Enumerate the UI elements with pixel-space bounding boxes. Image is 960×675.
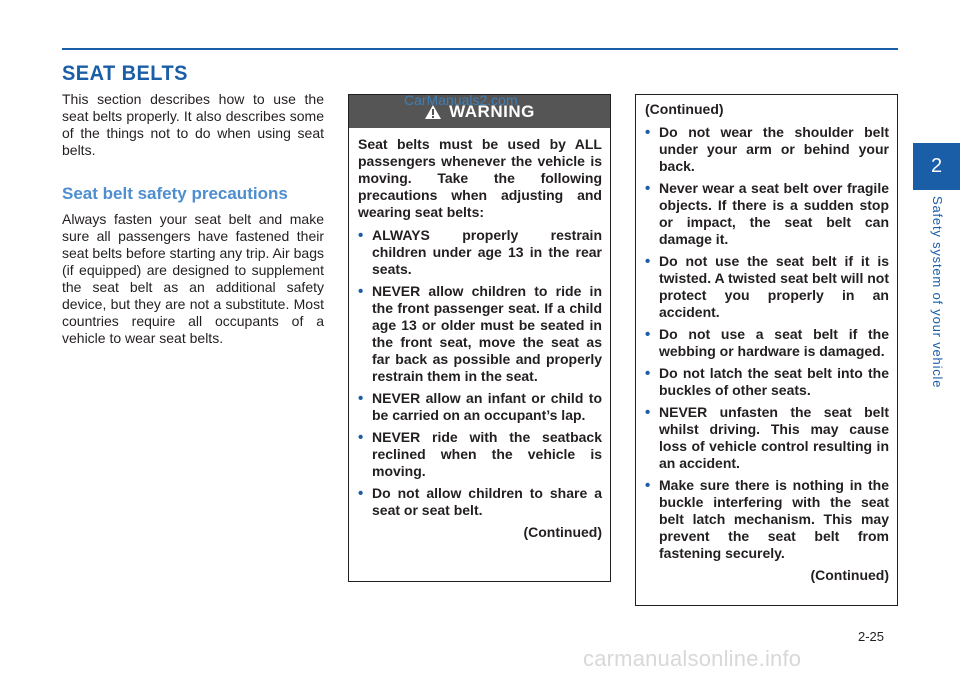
continued-header: (Continued) bbox=[645, 101, 724, 117]
bullet-dot: • bbox=[645, 404, 651, 421]
footer-watermark: carmanualsonline.info bbox=[583, 646, 802, 671]
intro-paragraph: This section describes how to use the seat belts properly. It also describes some of the things not to do when using seat belts. bbox=[62, 91, 324, 158]
body-paragraph: Always fasten your seat belt and make sure all passengers have fastened their seat belts before starting any trip. Air bags (if equipped) are designed to supplement the seat belt as an additional safety device, but they are not a substitute. Most countries require all occupants of a vehicle to wear seat belts. bbox=[62, 211, 324, 346]
warning-box bbox=[348, 94, 611, 582]
chapter-title: Safety system of your vehicle bbox=[930, 196, 945, 389]
top-rule bbox=[62, 48, 898, 50]
continued-box bbox=[635, 94, 898, 606]
list-item: • NEVER unfasten the seat belt whilst driving. This may cause loss of vehicle control resulting in an accident. bbox=[645, 404, 889, 471]
bullet-dot: • bbox=[645, 326, 651, 343]
list-item: • Never wear a seat belt over fragile objects. If there is a sudden stop or impact, the seat belt can damage it. bbox=[645, 180, 889, 247]
warning-intro: Seat belts must be used by ALL passengers whenever the vehicle is moving. Take the following precautions when adjusting and wearing seat belts: bbox=[358, 136, 602, 220]
list-item: • NEVER ride with the seatback reclined when the vehicle is moving. bbox=[358, 429, 602, 479]
chapter-tab: 2 bbox=[913, 143, 960, 190]
list-item: • Do not wear the shoulder belt under your arm or behind your back. bbox=[645, 124, 889, 174]
list-item: • NEVER allow an infant or child to be carried on an occupant’s lap. bbox=[358, 390, 602, 423]
bullet-dot: • bbox=[358, 485, 364, 502]
bullet-dot: • bbox=[645, 365, 651, 382]
bullet-dot: • bbox=[358, 429, 364, 446]
bullet-dot: • bbox=[645, 253, 651, 270]
bullet-dot: • bbox=[645, 180, 651, 197]
list-item: • Do not use a seat belt if the webbing or hardware is damaged. bbox=[645, 326, 889, 359]
bullet-dot: • bbox=[358, 283, 364, 300]
warning-title: WARNING bbox=[449, 101, 535, 121]
top-watermark: CarManuals2.com bbox=[404, 92, 518, 108]
continued-label: (Continued) bbox=[523, 524, 602, 540]
list-item: • Do not use the seat belt if it is twisted. A twisted seat belt will not protect you properly in an accident. bbox=[645, 253, 889, 320]
list-item: • ALWAYS properly restrain children under age 13 in the rear seats. bbox=[358, 227, 602, 277]
list-item: • Do not latch the seat belt into the buckles of other seats. bbox=[645, 365, 889, 398]
list-item: • Make sure there is nothing in the buckle interfering with the seat belt latch mechanism. This may prevent the seat belt from fastening securely. bbox=[645, 477, 889, 561]
section-title: SEAT BELTS bbox=[62, 62, 188, 85]
bullet-dot: • bbox=[358, 227, 364, 244]
bullet-dot: • bbox=[645, 124, 651, 141]
continued-label: (Continued) bbox=[810, 567, 889, 583]
list-item: • Do not allow children to share a seat or seat belt. bbox=[358, 485, 602, 518]
bullet-dot: • bbox=[358, 390, 364, 407]
bullet-dot: • bbox=[645, 477, 651, 494]
list-item: • NEVER allow children to ride in the front passenger seat. If a child age 13 or older must be seated in the front seat, move the seat as far back as possible and properly restrain them in the seat. bbox=[358, 283, 602, 384]
subheading: Seat belt safety precautions bbox=[62, 184, 288, 203]
page-number: 2-25 bbox=[858, 629, 885, 644]
